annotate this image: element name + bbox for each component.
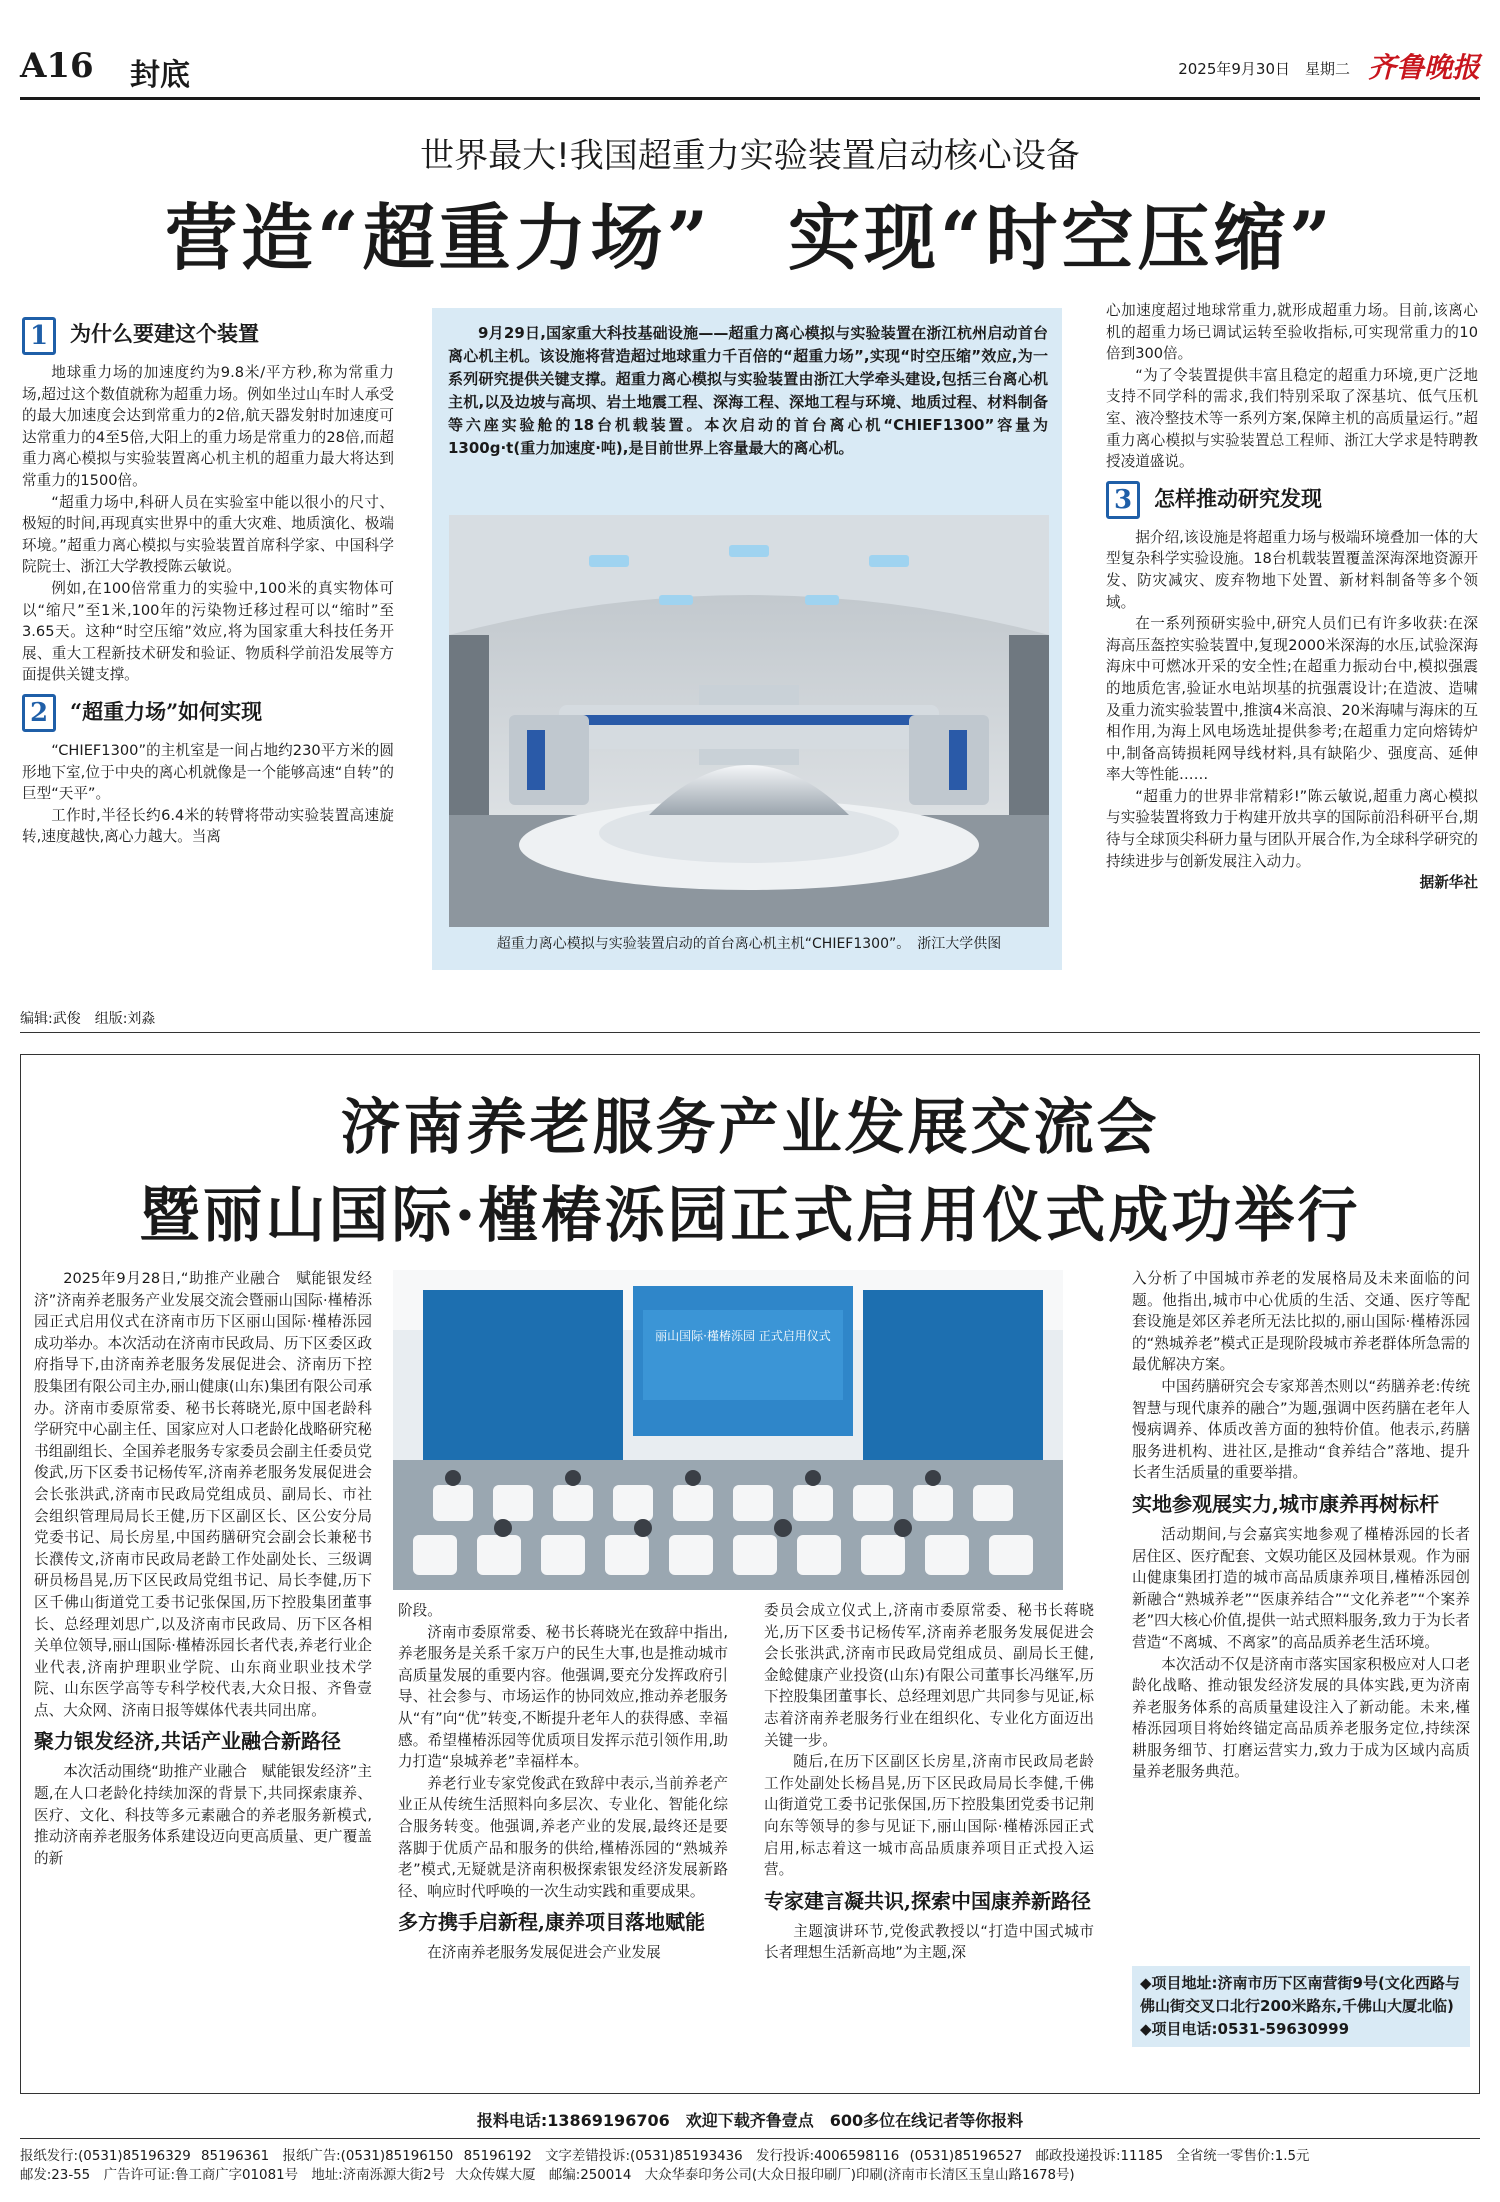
paragraph: 在济南养老服务发展促进会产业发展: [427, 1944, 661, 1962]
paragraph: 本次活动围绕“助推产业融合 赋能银发经济”主题,在人口老龄化持续加深的背景下,共同探索康养、医疗、文化、科技等多元素融合的养老服务新模式,推动济南养老服务体系建设迈向更高质量、更广覆盖的新: [34, 1763, 372, 1867]
paragraph: 阶段。: [398, 1602, 442, 1619]
centrifuge-photo: [449, 515, 1049, 927]
paragraph: “超重力的世界非常精彩!”陈云敏说,超重力离心模拟与实验装置将致力于构建开放共享的国际前沿科研平台,期待与全球顶尖科研力量与团队开展合作,为全球科学研究的持续进步与创新发展注入动力。: [1106, 787, 1478, 870]
story1-column-3: [1106, 300, 1478, 894]
project-phone: ◆项目电话:0531-59630999: [1140, 2020, 1350, 2038]
issue-date: 2025年9月30日 星期二: [1178, 60, 1350, 78]
project-info-box: [1132, 1966, 1470, 2047]
section-2-heading: 2 “超重力场”如何实现: [22, 690, 394, 734]
paragraph: 委员会成立仪式上,济南市委原常委、秘书长蒋晓光,历下区委书记杨传军,济南养老服务发展促进会会长张洪武,济南市民政局党组成员、副局长王健,金鲶健康产业投资(山东)有限公司董事长冯继军,历下控股集团董事长、总经理刘思广共同参与见证,标志着济南养老服务行业在组织化、专业化方面迈出关键一步。: [764, 1602, 1094, 1749]
paragraph: 心加速度超过地球常重力,就形成超重力场。目前,该离心机的超重力场已调试运转至验收指标,可实现常重力的10倍到300倍。: [1106, 302, 1478, 363]
subheading: 专家建言凝共识,探索中国康养新路径: [764, 1888, 1091, 1913]
paragraph: 中国药膳研究会专家郑善杰则以“药膳养老:传统智慧与现代康养的融合”为题,强调中医药膳在老年人慢病调养、体质改善方面的独特价值。他表示,药膳服务进机构、进社区,是推动“食养结合”落地、提升长者生活质量的重要举措。: [1132, 1377, 1470, 1482]
photo-caption: 超重力离心模拟与实验装置启动的首台离心机主机“CHIEF1300”。 浙江大学供图: [496, 936, 1002, 952]
story2-column-4: [1132, 1268, 1470, 1783]
section-number-badge: 3: [1106, 481, 1140, 519]
paragraph: “CHIEF1300”的主机室是一间占地约230平方米的圆形地下室,位于中央的离心机就像是一个能够高速“自转”的巨型“天平”。: [22, 741, 394, 803]
story1-headline: 营造“超重力场” 实现“时空压缩”: [165, 195, 1335, 280]
story1-source: 据新华社: [1419, 874, 1478, 892]
paragraph: 据介绍,该设施是将超重力场与极端环境叠加一体的大型复杂科学实验设施。18台机载装置覆盖深海深地资源开发、防灾减灾、废弃物地下处置、新材料制备等多个领域。: [1106, 528, 1478, 611]
editor-credit: 编辑:武俊 组版:刘淼: [20, 1011, 156, 1027]
paragraph: 地球重力场的加速度约为9.8米/平方秒,称为常重力场,超过这个数值就称为超重力场。例如坐过山车时人承受的最大加速度会达到常重力的2倍,航天器发射时加速度可达常重力的4至5倍,大阳上的重力场是常重力的28倍,而超重力离心模拟与实验装置离心机主机的超重力最大将达到常重力的1500倍。: [22, 364, 394, 489]
paragraph: 工作时,半径长约6.4米的转臂将带动实验装置高速旋转,速度越快,离心力越大。当离: [22, 806, 394, 846]
footer-hotline: 报料电话:13869196706 欢迎下载齐鲁壹点 600多位在线记者等你报料: [476, 2111, 1024, 2130]
paragraph: 主题演讲环节,党俊武教授以“打造中国式城市长者理想生活新高地”为主题,深: [764, 1922, 1094, 1962]
paragraph: 济南市委原常委、秘书长蒋晓光在致辞中指出,养老服务是关系千家万户的民生大事,也是推动城市高质量发展的重要内容。他强调,要充分发挥政府引导、社会参与、市场运作的协同效应,推动养老服务从“有”向“优”转变,不断提升老年人的获得感、幸福感。希望槿椿泺园等优质项目发挥示范引领作用,助力打造“泉城养老”幸福样本。: [398, 1623, 728, 1771]
subheading: 聚力银发经济,共话产业融合新路径: [34, 1729, 341, 1754]
page-header: [20, 40, 1480, 100]
footer-publisher: 邮发:23-55 广告许可证:鲁工商广字01081号 地址:济南泺源大街2号 大众传媒大厦 邮编:250014 大众华泰印务公司(大众日报印刷厂)印刷(济南市长清区玉皇山路1678号): [20, 2168, 1075, 2183]
stage-banner: 丽山国际·槿椿泺园 正式启用仪式: [655, 1329, 831, 1343]
story2-title-line1: 济南养老服务产业发展交流会: [340, 1093, 1160, 1163]
subheading: 实地参观展实力,城市康养再树标杆: [1132, 1491, 1439, 1516]
story1-lead: 9月29日,国家重大科技基础设施——超重力离心模拟与实验装置在浙江杭州启动首台离心机主机。该设施将营造超过地球重力千百倍的“超重力场”,实现“时空压缩”效应,为一系列研究提供关键支撑。超重力离心模拟与实验装置由浙江大学牵头建设,包括三台离心机主机,以及边坡与高坝、岩土地震工程、深海工程、深地工程与环境、地质过程、材料制备等六座实验舱的18台机载装置。本次启动的首台离心机“CHIEF1300”容量为1300g·t(重力加速度·吨),是目前世界上容量最大的离心机。: [448, 324, 1048, 457]
footer-contacts: 报纸发行:(0531)85196329 85196361 报纸广告:(0531)85196150 85196192 文字差错投诉:(0531)85193436 发行投诉:4006598116 (0531)85196527 邮政投递投诉:11185 全省统一零售价:1.5元: [20, 2138, 1480, 2164]
masthead-logo: 齐鲁晚报: [1367, 51, 1480, 84]
section-number-badge: 1: [22, 317, 56, 355]
story2-column-1: [34, 1268, 372, 1869]
paragraph: 随后,在历下区副区长房星,济南市民政局老龄工作处副处长杨昌晃,历下区民政局局长李健,千佛山街道党工委书记张保国,历下控股集团党委书记荆向东等领导的参与见证下,丽山国际·槿椿泺园正式启用,标志着这一城市高品质康养项目正式投入运营。: [764, 1753, 1094, 1879]
section-name: 封底: [130, 58, 190, 93]
story2-title-line2: 暨丽山国际·槿椿泺园正式启用仪式成功举行: [139, 1181, 1361, 1251]
story1-kicker: 世界最大!我国超重力实验装置启动核心设备: [420, 136, 1080, 176]
section-3-heading: 3 怎样推动研究发现: [1106, 477, 1478, 521]
story2-column-3: [764, 1600, 1094, 1964]
paragraph: 在一系列预研实验中,研究人员们已有许多收获:在深海高压盔控实验装置中,复现2000米深海的水压,试验深海海床中可燃冰开采的安全性;在超重力振动台中,模拟强震的地质危害,验证水电站坝基的抗强震设计;在造波、造啸及重力流实验装置中,推演4米高浪、20米海啸与海床的互相作用,为海上风电场选址提供参考;在超重力定向熔铸炉中,制备高铸损耗网导线材料,具有缺陷少、强度高、延伸率大等性能……: [1106, 615, 1478, 784]
section-divider: [20, 1032, 1480, 1033]
paragraph: 养老行业专家党俊武在致辞中表示,当前养老产业正从传统生活照料向多层次、专业化、智能化综合服务转变。他强调,养老产业的发展,最终还是要落脚于优质产品和服务的供给,槿椿泺园的“熟城养老”模式,无疑就是济南积极探索银发经济发展新路径、响应时代呼唤的一次生动实践和重要成果。: [398, 1774, 728, 1900]
story1-column-1: [22, 308, 394, 848]
paragraph: “超重力场中,科研人员在实验室中能以很小的尺寸、极短的时间,再现真实世界中的重大灾难、地质演化、极端环境。”超重力离心模拟与实验装置首席科学家、中国科学院院士、浙江大学教授陈云敏说。: [22, 493, 394, 576]
story2-column-2: [398, 1600, 728, 1964]
section-1-heading: 1 为什么要建这个装置: [22, 312, 394, 356]
paragraph: “为了令装置提供丰富且稳定的超重力环境,更广泛地支持不同学科的需求,我们特别采取了深基坑、低气压机室、液冷整技术等一系列方案,保障主机的高质量运行。”超重力离心模拟与实验装置总工程师、浙江大学求是特聘教授凌道盛说。: [1106, 366, 1478, 471]
paragraph: 活动期间,与会嘉宾实地参观了槿椿泺园的长者居住区、医疗配套、文娱功能区及园林景观。作为丽山健康集团打造的城市高品质康养项目,槿椿泺园创新融合“熟城养老”“医康养结合”“文化养老”“个案养老”四大核心价值,提供一站式照料服务,致力于为长者营造“不离城、不离家”的高品质养老生活环境。: [1132, 1525, 1470, 1651]
ceremony-photo: [393, 1270, 1063, 1590]
section-number-badge: 2: [22, 694, 56, 732]
project-address: ◆项目地址:济南市历下区南营街9号(文化西路与佛山街交叉口北行200米路东,千佛山大厦北临): [1140, 1974, 1460, 2015]
paragraph: 本次活动不仅是济南市落实国家积极应对人口老龄化战略、推动银发经济发展的具体实践,更为济南养老服务体系的高质量建设注入了新动能。未来,槿椿泺园项目将始终锚定高品质养老服务定位,持续深耕服务细节、打磨运营实力,致力于成为区域内高质量养老服务典范。: [1132, 1655, 1470, 1781]
paragraph: 入分析了中国城市养老的发展格局及未来面临的问题。他指出,城市中心优质的生活、交通、医疗等配套设施是郊区养老所无法比拟的,丽山国际·槿椿泺园的“熟城养老”模式正是现阶段城市养老群体所急需的最优解决方案。: [1132, 1270, 1470, 1374]
page-number: A16: [20, 46, 94, 86]
subheading: 多方携手启新程,康养项目落地赋能: [398, 1910, 705, 1935]
paragraph: 2025年9月28日,“助推产业融合 赋能银发经济”济南养老服务产业发展交流会暨丽山国际·槿椿泺园正式启用仪式在济南市历下区丽山国际·槿椿泺园成功举办。本次活动在济南市民政局、历下区委区政府指导下,由济南养老服务发展促进会、济南历下控股集团有限公司主办,丽山健康(山东)集团有限公司承办。济南市委原常委、秘书长蒋晓光,原中国老龄科学研究中心副主任、国家应对人口老龄化战略研究秘书组副组长、全国养老服务专家委员会副主任委员党俊武,历下区委书记杨传军,济南养老服务发展促进会会长张洪武,济南市民政局党组成员、副局长、市社会组织管理局局长王健,历下区副区长、区公安分局党委书记、局长房星,中国药膳研究会副会长兼秘书长濮传文,济南市民政局老龄工作处副处长、三级调研员杨昌晃,历下区民政局党组书记、局长李健,历下区千佛山街道党工委书记张保国,历下控股集团董事长、总经理刘思广,以及济南市民政局、历下区各相关单位领导,丽山国际·槿椿泺园长者代表,养老行业企业代表,济南护理职业学院、山东商业职业技术学院、山东医学高等专科学校代表,大众日报、齐鲁壹点、大众网、济南日报等媒体代表共同出席。: [34, 1270, 372, 1719]
paragraph: 例如,在100倍常重力的实验中,100米的真实物体可以“缩尺”至1米,100年的污染物迁移过程可以“缩时”至3.65天。这种“时空压缩”效应,将为国家重大科技任务开展、重大工程新技术研发和验证、物质科学前沿发展等方面提供关键支撑。: [22, 579, 394, 684]
